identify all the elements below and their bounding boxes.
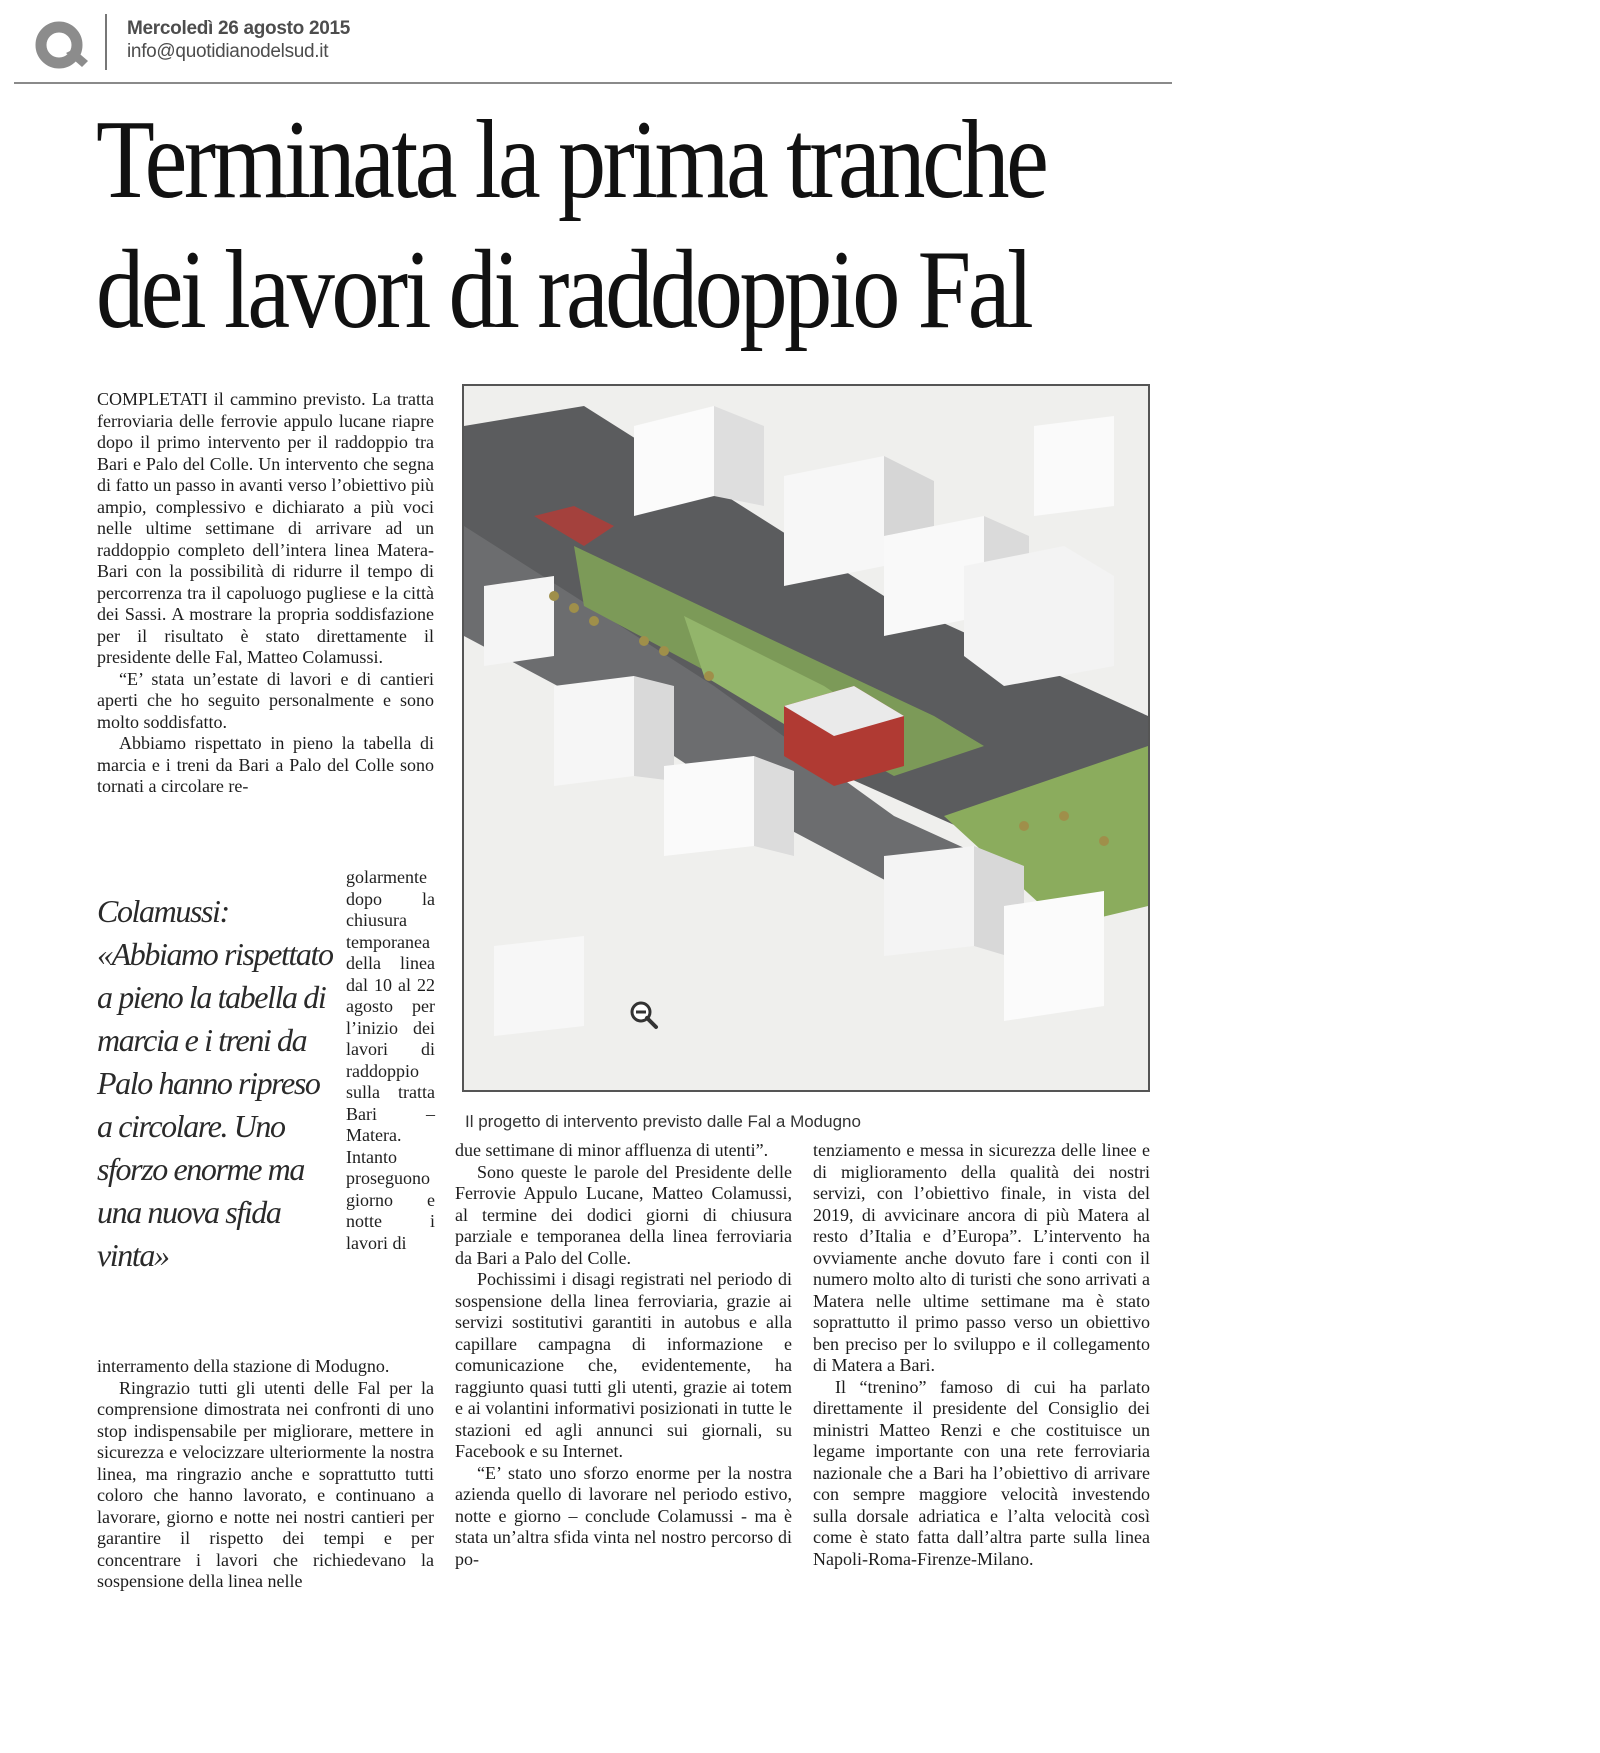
paragraph: Abbiamo rispettato in pieno la tabella di marcia e i treni da Bari a Palo del Colle sono tornati a circolare re- (97, 733, 434, 796)
contact-email[interactable]: info@quotidianodelsud.it (127, 41, 329, 62)
pull-quote: Colamussi: «Abbiamo rispettato a pieno la tabella di marcia e i treni da Palo hanno ripreso a circolare. Uno sforzo enorme ma una nuova sfida vinta» (97, 893, 333, 1273)
paragraph: due settimane di minor affluenza di utenti”. (455, 1140, 769, 1160)
paragraph: Sono queste le parole del Presidente delle Ferrovie Appulo Lucane, Matteo Colamussi, al termine dei dodici giorni di chiusura parziale e temporanea della linea ferroviaria da Bari a Palo del Colle. (455, 1161, 792, 1268)
column-2 (455, 1140, 792, 1570)
column-1-bottom (97, 1356, 434, 1593)
paragraph: Ringrazio tutti gli utenti delle Fal per la comprensione dimostrata nei confronti di uno stop indispensabile per migliorare, mettere in sicurezza e velocizzare ulteriormente la nostra linea, ma ringrazio anche e soprattutto tutti coloro che hanno lavorato, e continuano a lavorare, giorno e notte nei nostri cantieri per garantire il rispetto dei tempi e per concentrare i lavori che richiedevano la sospensione della linea nelle (97, 1377, 434, 1591)
q-logo-icon (34, 21, 90, 71)
paragraph: COMPLETATI il cammino previsto. La tratta ferroviaria delle ferrovie appulo lucane riapre dopo il primo intervento per il raddoppio tra Bari e Palo del Colle. Un intervento che segna di fatto un passo in avanti verso l’obiettivo più ampio, complessivo e dichiarato a più voci nelle ultime settimane di arrivare ad un raddoppio completo dell’intera linea Matera-Bari con la possibilità di ridurre il tempo di percorrenza tra il capoluogo pugliese e la città dei Sassi. A mostrare la propria soddisfazione per il risultato è stato direttamente il presidente delle Fal, Matteo Colamussi. (97, 389, 434, 667)
headline-line-1: Terminata la prima tranche (96, 98, 1046, 222)
zoom-out-icon[interactable] (629, 1000, 659, 1030)
paragraph: interramento della stazione di Modugno. (97, 1356, 390, 1376)
photo-caption: Il progetto di intervento previsto dalle Fal a Modugno (465, 1112, 861, 1131)
column-3 (813, 1140, 1150, 1570)
headline (96, 95, 1046, 355)
paragraph: tenziamento e messa in sicurezza delle linee e di miglioramento della qualità dei nostri servizi, con l’obiettivo finale, in vista del 2019, di avvicinare ancora di più Matera al resto d’Italia e d’Europa”. L’intervento ha ovviamente anche dovuto fare i conti con il numero molto alto di turisti che sono arrivati a Matera nelle ultime settimane ma è stato soprattutto il primo passo verso un obiettivo ben preciso per lo sviluppo e il collegamento di Matera a Bari. (813, 1140, 1150, 1375)
paragraph: Il “trenino” famoso di cui ha parlato direttamente il presidente del Consiglio dei ministri Matteo Renzi e che costituisce un legame importante con una rete ferroviaria nazionale che a Bari ha l’obiettivo di arrivare con sempre maggiore velocità investendo sulla dorsale adriatica e l’alta velocità così come è stato fatta dall’altra parte sulla linea Napoli-Roma-Firenze-Milano. (813, 1376, 1150, 1569)
paragraph: Pochissimi i disagi registrati nel periodo di sospensione della linea ferroviaria, grazie ai servizi sostitutivi garantiti in autobus e alla capillare campagna di informazione e comunicazione che, evidentemente, ha raggiunto quasi tutti gli utenti, grazie ai totem e ai volantini informativi posizionati in tutte le stazioni ed agli annunci sui giornali, su Facebook e su Internet. (455, 1269, 792, 1461)
header-rule (14, 82, 1172, 84)
issue-date: Mercoledì 26 agosto 2015 (127, 18, 351, 39)
column-1-narrow-text: golarmente dopo la chiusura temporanea della linea dal 10 al 22 agosto per l’inizio dei lavori di raddoppio sulla tratta Bari – Matera. Intanto proseguono giorno e notte i lavori di (346, 867, 435, 1253)
project-rendering-image (462, 384, 1150, 1092)
paragraph: “E’ stato uno sforzo enorme per la nostra azienda quello di lavorare nel periodo estivo, notte e giorno – conclude Colamussi - ma è stata un’altra sfida vinta nel nostro percorso di po- (455, 1462, 792, 1569)
header-separator (105, 14, 107, 70)
column-1-top (97, 389, 434, 798)
paragraph: “E’ stata un’estate di lavori e di cantieri aperti che ho seguito personalmente e sono molto soddisfatto. (97, 668, 434, 732)
headline-line-2: dei lavori di raddoppio Fal (96, 228, 1031, 352)
